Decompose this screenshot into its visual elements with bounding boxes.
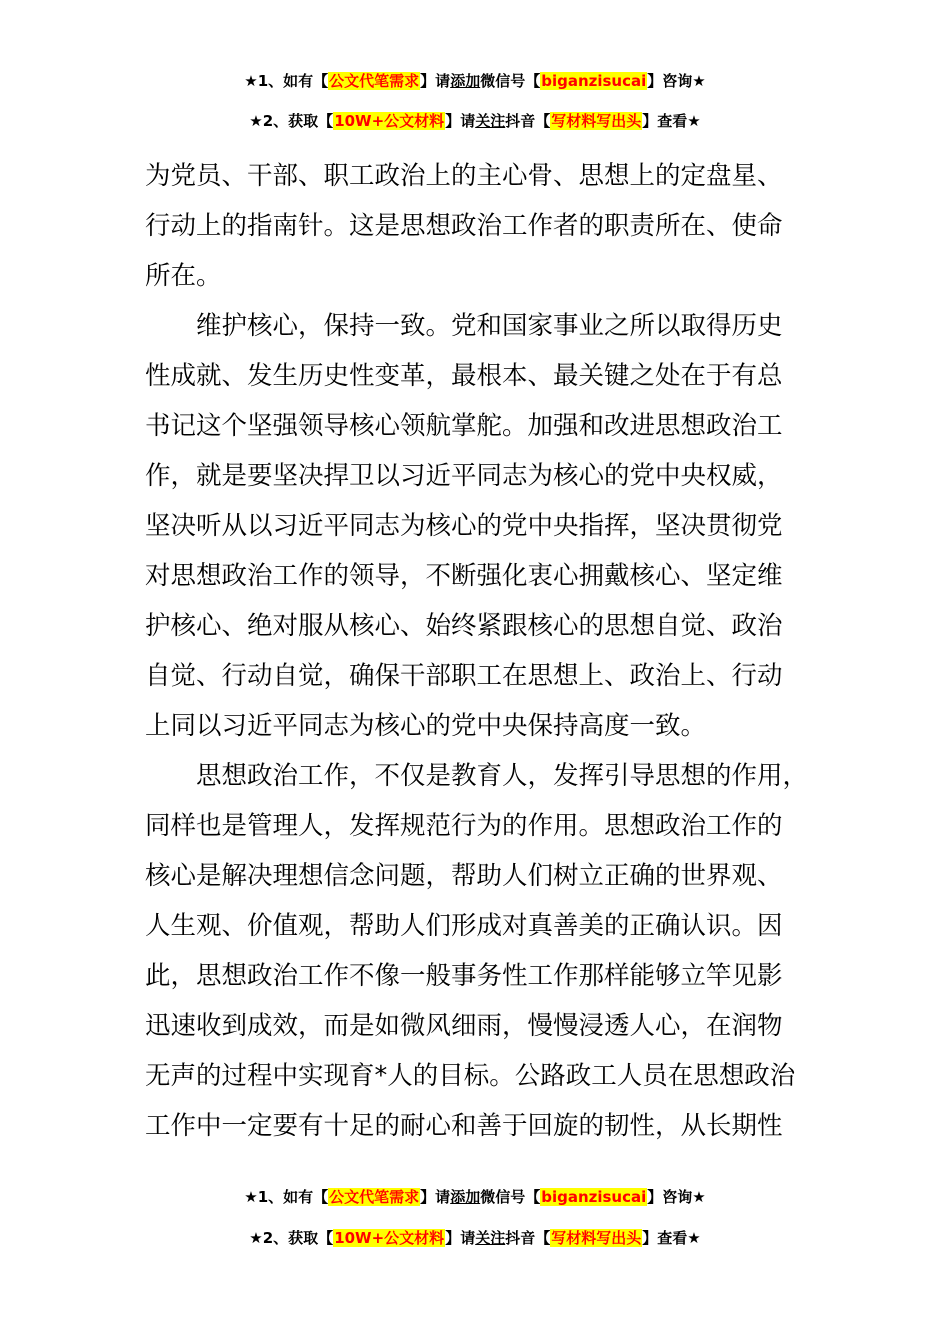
- document-body: [145, 151, 845, 1151]
- promo-prefix: ★2、获取【: [249, 1229, 334, 1247]
- body-line: 行动上的指南针。这是思想政治工作者的职责所在、使命: [145, 211, 783, 241]
- body-line: 无声的过程中实现育*人的目标。公路政工人员在思想政治: [145, 1061, 796, 1091]
- promo-text: 抖音【: [505, 112, 551, 130]
- footer-promo-line-1: [0, 1186, 950, 1208]
- promo-suffix: 】查看★: [642, 112, 701, 130]
- promo-prefix: ★1、如有【: [244, 72, 329, 90]
- promo-prefix: ★1、如有【: [244, 1188, 329, 1206]
- body-line: 为党员、干部、职工政治上的主心骨、思想上的定盘星、: [145, 161, 783, 191]
- promo-suffix: 】咨询★: [647, 72, 706, 90]
- footer-promo-line-2: [0, 1227, 950, 1249]
- body-line: 思想政治工作，不仅是教育人，发挥引导思想的作用，: [145, 761, 809, 791]
- body-line: 上同以习近平同志为核心的党中央保持高度一致。: [145, 711, 707, 741]
- body-line: 性成就、发生历史性变革，最根本、最关键之处在于有总: [145, 361, 783, 391]
- promo-douyin-id: 写材料写出头: [551, 1229, 642, 1247]
- promo-text: 抖音【: [505, 1229, 551, 1247]
- promo-underlined-text: 关注: [475, 1229, 506, 1247]
- header-promo-line-2: [0, 110, 950, 132]
- body-line: 同样也是管理人，发挥规范行为的作用。思想政治工作的: [145, 811, 783, 841]
- body-line: 工作中一定要有十足的耐心和善于回旋的韧性，从长期性: [145, 1111, 783, 1141]
- promo-text: 微信号【: [480, 72, 541, 90]
- body-line: 对思想政治工作的领导，不断强化衷心拥戴核心、坚定维: [145, 561, 783, 591]
- promo-suffix: 】查看★: [642, 1229, 701, 1247]
- promo-highlight: 公文代笔需求: [329, 72, 420, 90]
- promo-text: 】请: [445, 112, 476, 130]
- promo-suffix: 】咨询★: [647, 1188, 706, 1206]
- promo-prefix: ★2、获取【: [249, 112, 334, 130]
- promo-text: 微信号【: [480, 1188, 541, 1206]
- body-line: 自觉、行动自觉，确保干部职工在思想上、政治上、行动: [145, 661, 783, 691]
- body-line: 作，就是要坚决捍卫以习近平同志为核心的党中央权威，: [145, 461, 783, 491]
- header-promo-line-1: [0, 70, 950, 92]
- promo-wechat-id: biganzisucai: [541, 1188, 647, 1206]
- body-line: 核心是解决理想信念问题，帮助人们树立正确的世界观、: [145, 861, 783, 891]
- body-line: 书记这个坚强领导核心领航掌舵。加强和改进思想政治工: [145, 411, 783, 441]
- promo-text: 】请: [420, 72, 451, 90]
- body-line: 迅速收到成效，而是如微风细雨，慢慢浸透人心，在润物: [145, 1011, 783, 1041]
- body-line: 所在。: [145, 261, 222, 291]
- promo-underlined-text: 添加: [450, 72, 481, 90]
- promo-highlight: 10W+公文材料: [334, 112, 445, 130]
- promo-text: 】请: [420, 1188, 451, 1206]
- body-line: 维护核心，保持一致。党和国家事业之所以取得历史: [145, 311, 783, 341]
- promo-wechat-id: biganzisucai: [541, 72, 647, 90]
- promo-highlight: 10W+公文材料: [334, 1229, 445, 1247]
- body-line: 人生观、价值观，帮助人们形成对真善美的正确认识。因: [145, 911, 783, 941]
- promo-text: 】请: [445, 1229, 476, 1247]
- promo-douyin-id: 写材料写出头: [551, 112, 642, 130]
- body-line: 坚决听从以习近平同志为核心的党中央指挥，坚决贯彻党: [145, 511, 783, 541]
- promo-highlight: 公文代笔需求: [329, 1188, 420, 1206]
- body-line: 护核心、绝对服从核心、始终紧跟核心的思想自觉、政治: [145, 611, 783, 641]
- promo-underlined-text: 添加: [450, 1188, 481, 1206]
- body-line: 此，思想政治工作不像一般事务性工作那样能够立竿见影: [145, 961, 783, 991]
- promo-underlined-text: 关注: [475, 112, 506, 130]
